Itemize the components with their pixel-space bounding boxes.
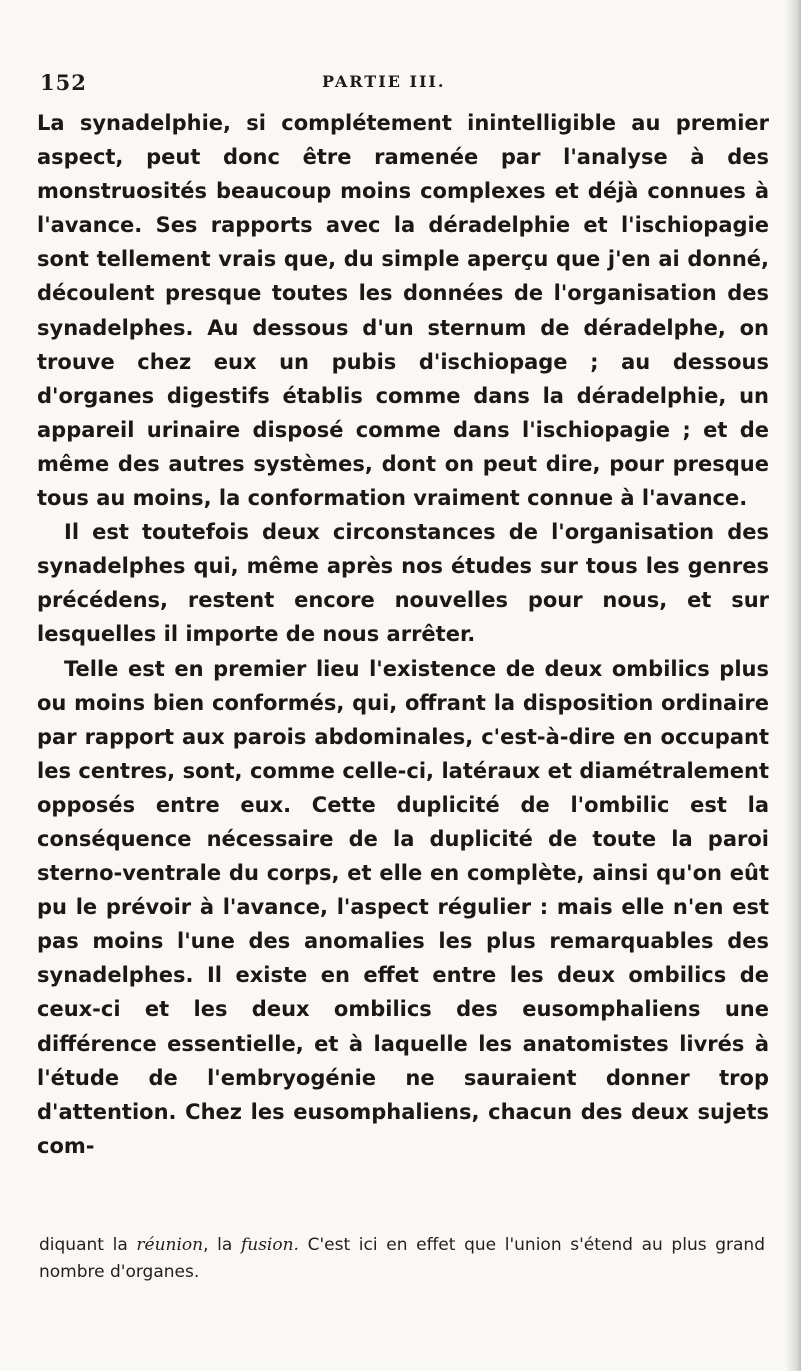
- footnote-italic-reunion: réunion: [136, 1235, 204, 1255]
- footnote-text-3: C'est ici en effet que l'union s'étend au plus grand nombre d'organes.: [39, 1235, 765, 1282]
- paragraph-synadelphie: La synadelphie, si complétement inintelligible au premier aspect, peut donc être ramenée par l'analyse à des monstruosités beaucoup moins complexes et déjà connues à l'avance. Ses rapports avec la déradelphie et l'ischiopagie sont tellement vrais que, du simple aperçu que j'en ai donné, découlent presque toutes les données de l'organisation des synadelphes. Au dessous d'un sternum de déradelphe, on trouve chez eux un pubis d'ischiopage ; au dessous d'organes digestifs établis comme dans la déradelphie, un appareil urinaire disposé comme dans l'ischiopagie ; et de même des autres systèmes, dont on peut dire, pour presque tous au moins, la conformation vraiment connue à l'avance.: [37, 111, 769, 511]
- page-header: [40, 70, 650, 100]
- body-text: [37, 106, 769, 1163]
- spine-shadow: [785, 0, 801, 1371]
- footnote: [39, 1232, 765, 1286]
- footnote-text-2: , la: [203, 1235, 241, 1255]
- footnote-italic-fusion: fusion.: [240, 1235, 299, 1255]
- page-number: 152: [40, 70, 87, 95]
- footnote-text-1: diquant la: [39, 1235, 137, 1255]
- running-head: PARTIE III.: [322, 72, 446, 91]
- paragraph-ombilics: Telle est en premier lieu l'existence de deux ombilics plus ou moins bien conformés, qui, offrant la disposition ordinaire par rapport aux parois abdominales, c'est-à-dire en occupant les centres, sont, comme celle-ci, latéraux et diamétralement opposés entre eux. Cette duplicité de l'ombilic est la conséquence nécessaire de la duplicité de toute la paroi sterno-ventrale du corps, et elle en complète, ainsi qu'on eût pu le prévoir à l'avance, l'aspect régulier : mais elle n'en est pas moins l'une des anomalies les plus remarquables des synadelphes. Il existe en effet entre les deux ombilics de ceux-ci et les deux ombilics des eusomphaliens une différence essentielle, et à laquelle les anatomistes livrés à l'étude de l'embryogénie ne sauraient donner trop d'attention. Chez les eusomphaliens, chacun des deux sujets com-: [37, 656, 769, 1158]
- paragraph-circonstances: Il est toutefois deux circonstances de l'organisation des synadelphes qui, même après nos études sur tous les genres précédens, restent encore nouvelles pour nous, et sur lesquelles il importe de nous arrêter.: [37, 520, 769, 647]
